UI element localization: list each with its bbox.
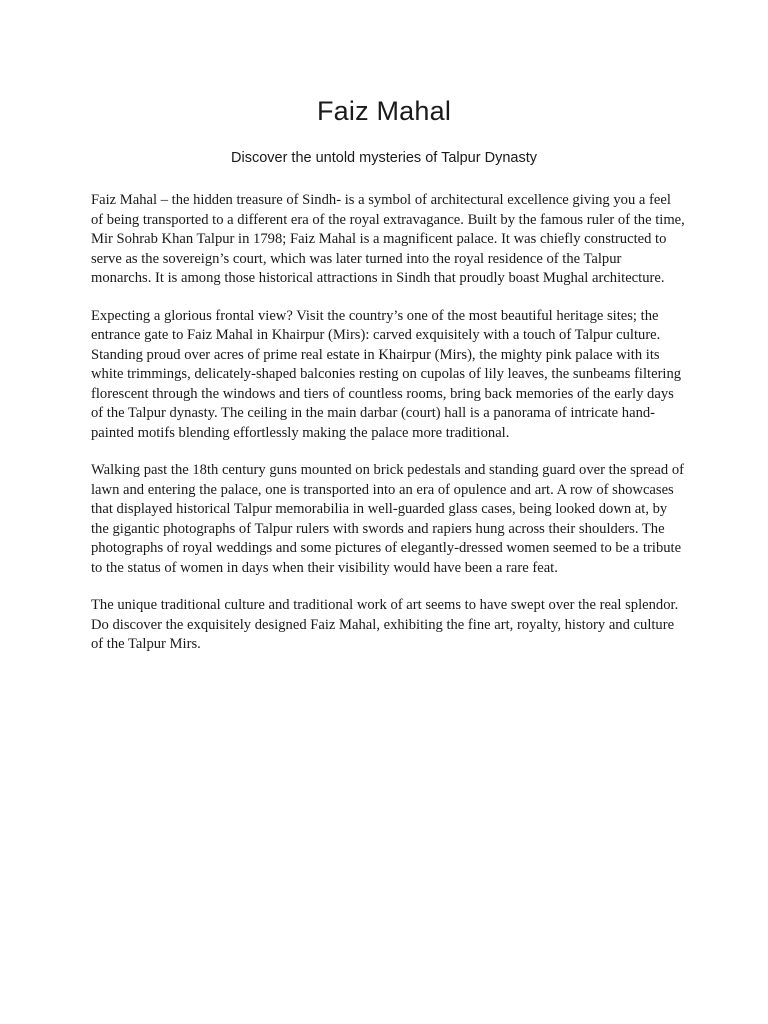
page-title: Faiz Mahal [316, 96, 452, 126]
page-subtitle: Discover the untold mysteries of Talpur Dynasty [231, 150, 537, 166]
paragraph-2: Expecting a glorious frontal view? Visit the country’s one of the most beautiful heritage sites; the entrance gate to Faiz Mahal in Khairpur (Mirs): carved exquisitely with a touch of Talpur culture. Standing proud over acres of prime real estate in Khairpur (Mirs), the mighty pink palace with its white trimmings, delicately-shaped balconies resting on cupolas of lily leaves, the sunbeams filtering florescent through the windows and tiers of countless rooms, bring back memories of the early days of the Talpur dynasty. The ceiling in the main darbar (court) hall is a panorama of intricate hand-painted motifs blending effortlessly making the palace more traditional. [91, 307, 682, 441]
body-text [91, 191, 685, 673]
paragraph-1: Faiz Mahal – the hidden treasure of Sindh- is a symbol of architectural excellence giving you a feel of being transported to a different era of the royal extravagance. Built by the famous ruler of the time, Mir Sohrab Khan Talpur in 1798; Faiz Mahal is a magnificent palace. It was chiefly constructed to serve as the sovereign’s court, which was later turned into the royal residence of the Talpur monarchs. It is among those historical attractions in Sindh that proudly boast Mughal architecture. [91, 192, 685, 286]
paragraph-4: The unique traditional culture and traditional work of art seems to have swept over the real splendor. Do discover the exquisitely designed Faiz Mahal, exhibiting the fine art, royalty, history and culture of the Talpur Mirs. [91, 597, 679, 652]
paragraph-3: Walking past the 18th century guns mounted on brick pedestals and standing guard over the spread of lawn and entering the palace, one is transported into an era of opulence and art. A row of showcases that displayed historical Talpur memorabilia in well-guarded glass cases, being looked down at, by the gigantic photographs of Talpur rulers with swords and rapiers hung across their shoulders. The photographs of royal weddings and some pictures of elegantly-dressed women seemed to be a tribute to the status of women in days when their visibility would have been a rare feat. [91, 462, 684, 576]
